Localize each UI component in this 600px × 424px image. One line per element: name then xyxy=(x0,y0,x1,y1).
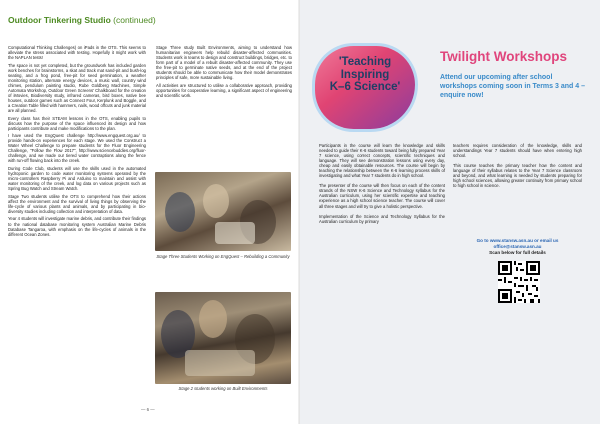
paragraph: Stage Two students utilise the OTS to comprehend how their actions affect the environment and the survival of living things by observing the life-cycle of various plants and animals, and by participating in bio-diversity studies including collection and interpretation of data. xyxy=(8,193,146,214)
badge-text xyxy=(315,56,415,94)
scan-instruction: Scan below for full details xyxy=(489,249,546,255)
badge-line: 'Teaching xyxy=(338,56,392,68)
section-title xyxy=(8,15,156,25)
paragraph: During Code Club, students will use the skills used in the automated hydroponic garden to code water monitoring systems operated by the micro-controllers Raspberry Pi and Arduino to maintain and assist with water monitoring of the creek, and log data on various projects such as Spring Bug Watch and Stream Watch. xyxy=(8,166,146,192)
badge-line: Inspiring xyxy=(340,68,390,81)
paragraph: Implementation of the Science and Technology Syllabus for the Australian curriculum by primary xyxy=(319,213,445,224)
paragraph: I have used the EngQuest challenge http://www.engquest.org.au/ to provide hands-on experiences for each stage. We used the Construct a Water Wheel Challenge to prepare students for the Fluor Engineering Challenge, "Follow the Flow 2017", http://www.sciencebuddies.org/fluor-challenge, and we made our tiered water contraptions along the fence with run-off flowing back into the creek. xyxy=(8,133,146,164)
left-column-2 xyxy=(156,45,292,100)
website-link[interactable]: Go to www.stansw.asn.au or email us xyxy=(476,238,559,243)
paragraph: All activities are structured to utilise a collaborative approach, providing opportunities for cooperative learning, a significant aspect of engineering and scientific work. xyxy=(156,82,292,98)
badge-line: K–6 Science' xyxy=(329,81,401,93)
paragraph: Computational Thinking Challenges) on iPads in the OTS. This seems to alleviate the stress associated with testing. Hopefully it might work with the NAPLAN tests! xyxy=(8,45,146,61)
paragraph: Stage Three study Built Environments, aiming to understand how humanitarian engineers help rebuild disaster-affected communities. Students work in teams to design and construct buildings, bridges, etc. to form part of a model of a rebuilt disaster-affected community. They use the free-pit to germinate native seeds, and at the end of the project students should be able to communicate how their model demonstrates principles of safe, more sustainable living. xyxy=(156,45,292,81)
left-column-1 xyxy=(8,45,146,239)
section-title-continued: (continued) xyxy=(110,15,156,25)
section-title-text: Outdoor Tinkering Studio xyxy=(8,15,111,25)
paragraph: teachers requires consideration of the knowledge, skills and understandings Year 7 students should have when entering high school. xyxy=(453,143,582,159)
email-link[interactable]: office@stansw.asn.au xyxy=(493,243,542,249)
workshops-heading: Twilight Workshops xyxy=(440,49,567,64)
page-number: — 6 — xyxy=(141,407,155,412)
qr-code-graphic xyxy=(498,261,540,303)
photo-caption: Stage 2 students working on Built Environments xyxy=(178,386,268,391)
photo-caption: Stage Three Students Working on EngQuest – Rebuilding a Community xyxy=(156,254,290,259)
paragraph: Participants in the course will learn the knowledge and skills needed to guide their K-6 students toward being fully prepared Year 7 science, using correct concepts, scientific techniques and language. They will see demonstration lessons using every day, cheap and easily obtainable resources. The course will begin by teaching the relationship between the K-6 learning process skills of investigating and what Year 7 students do in high school. xyxy=(319,143,445,179)
paragraph: Year 4 students will investigate marine debris, and contribute their findings to the national database monitoring system Australian Marine Debris Database Tangaroa, with emphasis on the life-cycles of animals in the different Ocean Zones. xyxy=(8,216,146,237)
paragraph: The presenter of the course will then focus on each of the content strands of the NSW K-6 Science and Technology syllabus for the Australian curriculum, using her scientific expertise and teaching experience as a high school science teacher. The course will cover all three stages and will try to give a holistic perspective. xyxy=(319,183,445,209)
paragraph: Every class has their STEAM lessons in the OTS, enabling pupils to discuss how the purpose of the space influenced its design and how participants contribute and make modifications to the plan. xyxy=(8,115,146,131)
workshops-subheading: Attend our upcoming after school workshops coming soon in Terms 3 and 4 – enquire now! xyxy=(440,74,585,99)
photo-students-engquest xyxy=(155,172,291,251)
right-column-2 xyxy=(453,143,582,193)
photo-built-environments xyxy=(155,292,291,384)
paragraph: This course teaches the primary teacher how the content and language of their syllabus relates to the Year 7 Science classroom and beyond, and what learning is needed by students preparing for high school sciences, allowing greater continuity from primary school to high school in science. xyxy=(453,163,582,189)
contact-block xyxy=(453,238,582,255)
right-column-1 xyxy=(319,143,445,229)
paragraph: The space is not yet completed, but the groundwork has included garden work benches for brainstorms, a skat and track mat sand-pit and bush-log seating, and a frog pond, free-pit for seed germination, a weather monitoring station, alternate energy devices, a music wall, country wind chimes, pendulum painting studio, Rube Goldberg Machines, Simple Automata Workshop, Outdoor Green Screens' Chalkboard for the creation of iMovies, Biodiversity study, infrared cameras, bird boxes, native bee houses, outdoor games such as Connect Four, Kerplunk and Boggle, and a Creation Table filled with hammers, nails, wood offcuts and junk material are all planned. xyxy=(8,62,146,114)
qr-code[interactable] xyxy=(498,261,540,303)
